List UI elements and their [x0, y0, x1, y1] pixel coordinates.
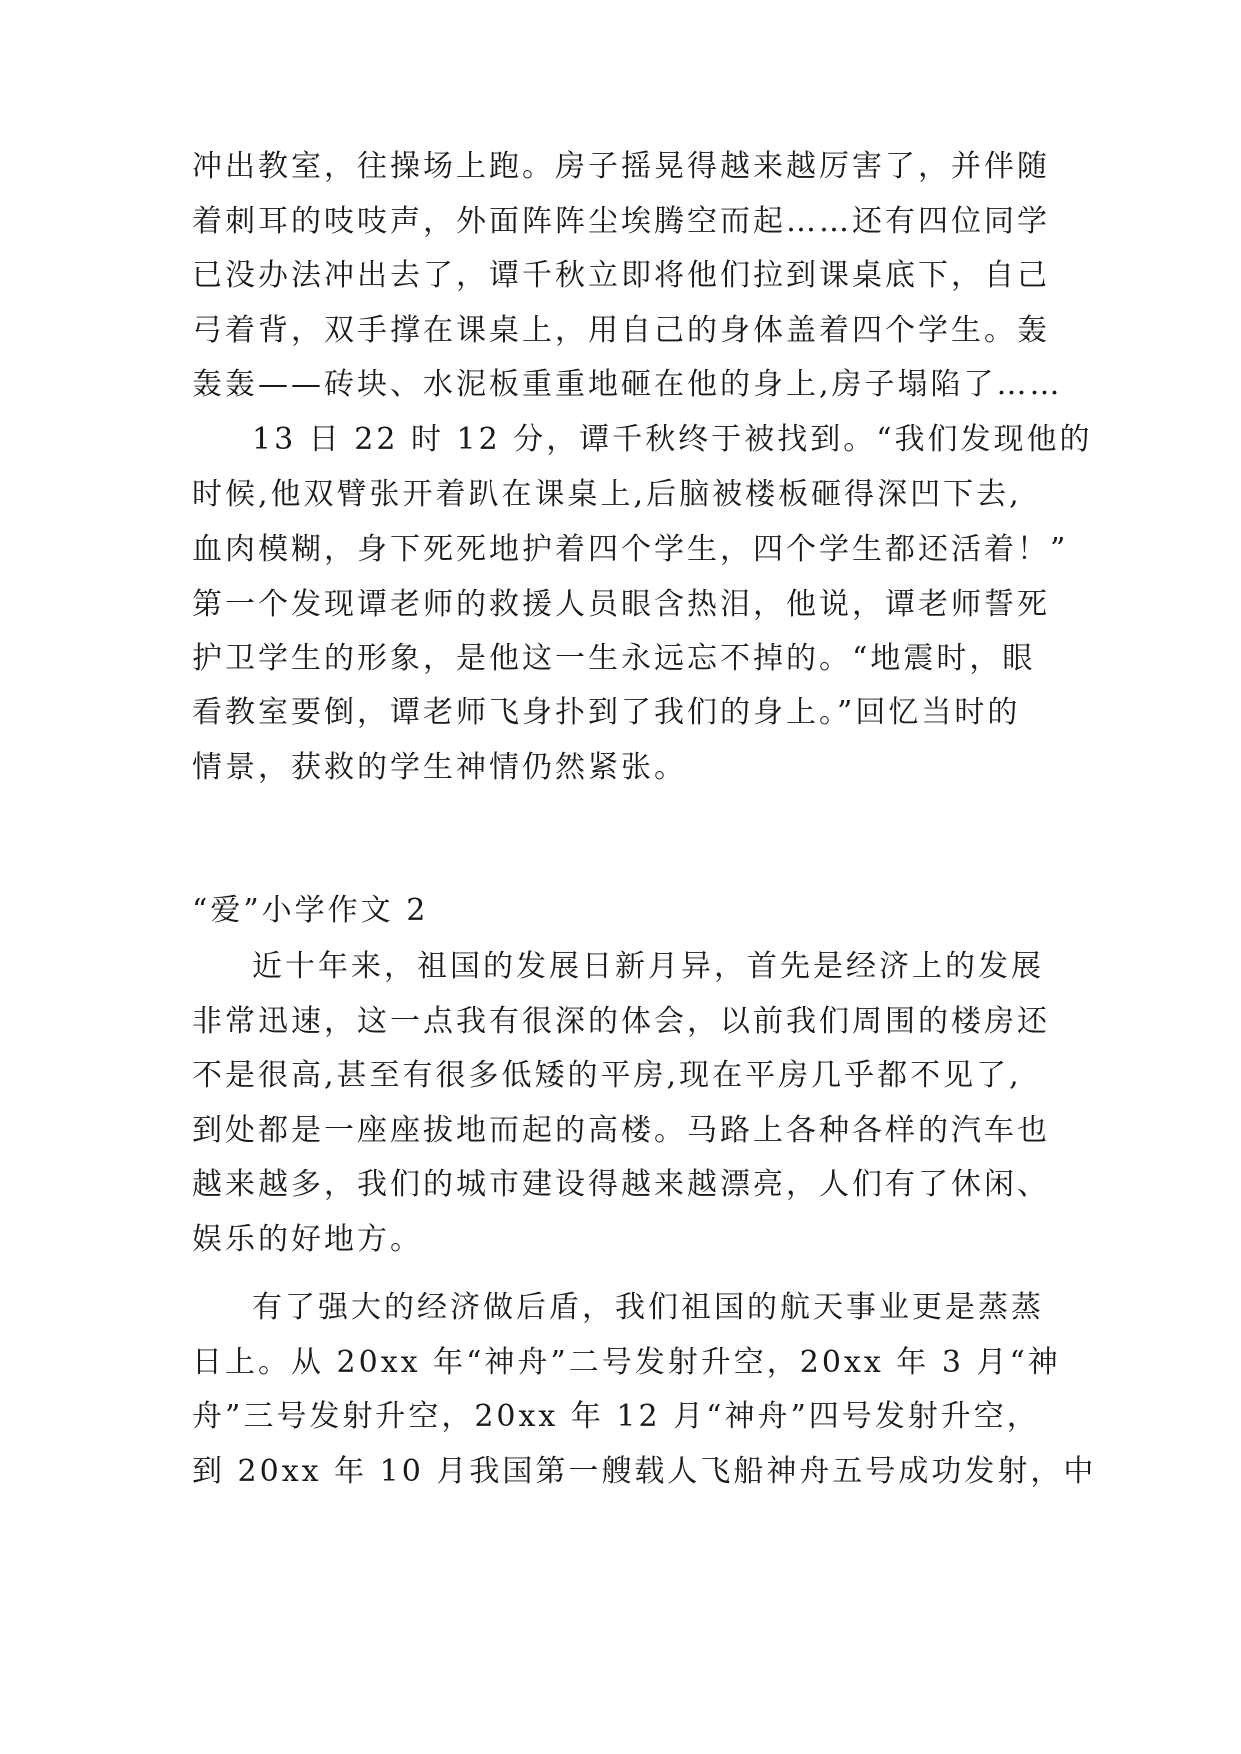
text-line: 已没办法冲出去了，谭千秋立即将他们拉到课桌底下，自己: [192, 258, 1050, 293]
text-line: 血肉模糊，身下死死地护着四个学生，四个学生都还活着！”: [192, 532, 1069, 567]
text-line: 第一个发现谭老师的救援人员眼含热泪，他说，谭老师誓死: [192, 587, 1050, 622]
text-line: 13 日 22 时 12 分，谭千秋终于被找到。“我们发现他的: [252, 422, 1093, 457]
text-line: 近十年来，祖国的发展日新月异，首先是经济上的发展: [252, 949, 1044, 984]
text-line: 弓着背，双手撑在课桌上，用自己的身体盖着四个学生。轰: [192, 313, 1050, 348]
text-line: 娱乐的好地方。: [192, 1222, 423, 1257]
text-line: 到 20xx 年 10 月我国第一艘载人飞船神舟五号成功发射，中: [192, 1454, 1097, 1489]
text-line: 着刺耳的吱吱声，外面阵阵尘埃腾空而起……还有四位同学: [192, 204, 1050, 239]
text-line: 时候,他双臂张开着趴在课桌上,后脑被楼板砸得深凹下去,: [192, 477, 1022, 512]
text-line: 非常迅速，这一点我有很深的体会，以前我们周围的楼房还: [192, 1004, 1050, 1039]
text-line: 舟”三号发射升空，20xx 年 12 月“神舟”四号发射升空，: [192, 1399, 1040, 1434]
text-line: 不是很高,甚至有很多低矮的平房,现在平房几乎都不见了,: [192, 1058, 1022, 1093]
text-line: 轰轰——砖块、水泥板重重地砸在他的身上,房子塌陷了……: [192, 367, 1063, 402]
text-line: 看教室要倒，谭老师飞身扑到了我们的身上。”回忆当时的: [192, 695, 1021, 730]
text-line: 冲出教室，往操场上跑。房子摇晃得越来越厉害了，并伴随: [192, 149, 1050, 184]
text-line: 日上。从 20xx 年“神舟”二号发射升空，20xx 年 3 月“神: [192, 1345, 1061, 1380]
text-line: 护卫学生的形象，是他这一生永远忘不掉的。“地震时，眼: [192, 641, 1036, 676]
essay-title: “爱”小学作文 2: [192, 893, 429, 928]
text-line: 有了强大的经济做后盾，我们祖国的航天事业更是蒸蒸: [252, 1290, 1044, 1325]
text-line: 到处都是一座座拔地而起的高楼。马路上各种各样的汽车也: [192, 1113, 1050, 1148]
text-line: 情景，获救的学生神情仍然紧张。: [192, 750, 687, 785]
text-line: 越来越多，我们的城市建设得越来越漂亮，人们有了休闲、: [192, 1167, 1050, 1202]
